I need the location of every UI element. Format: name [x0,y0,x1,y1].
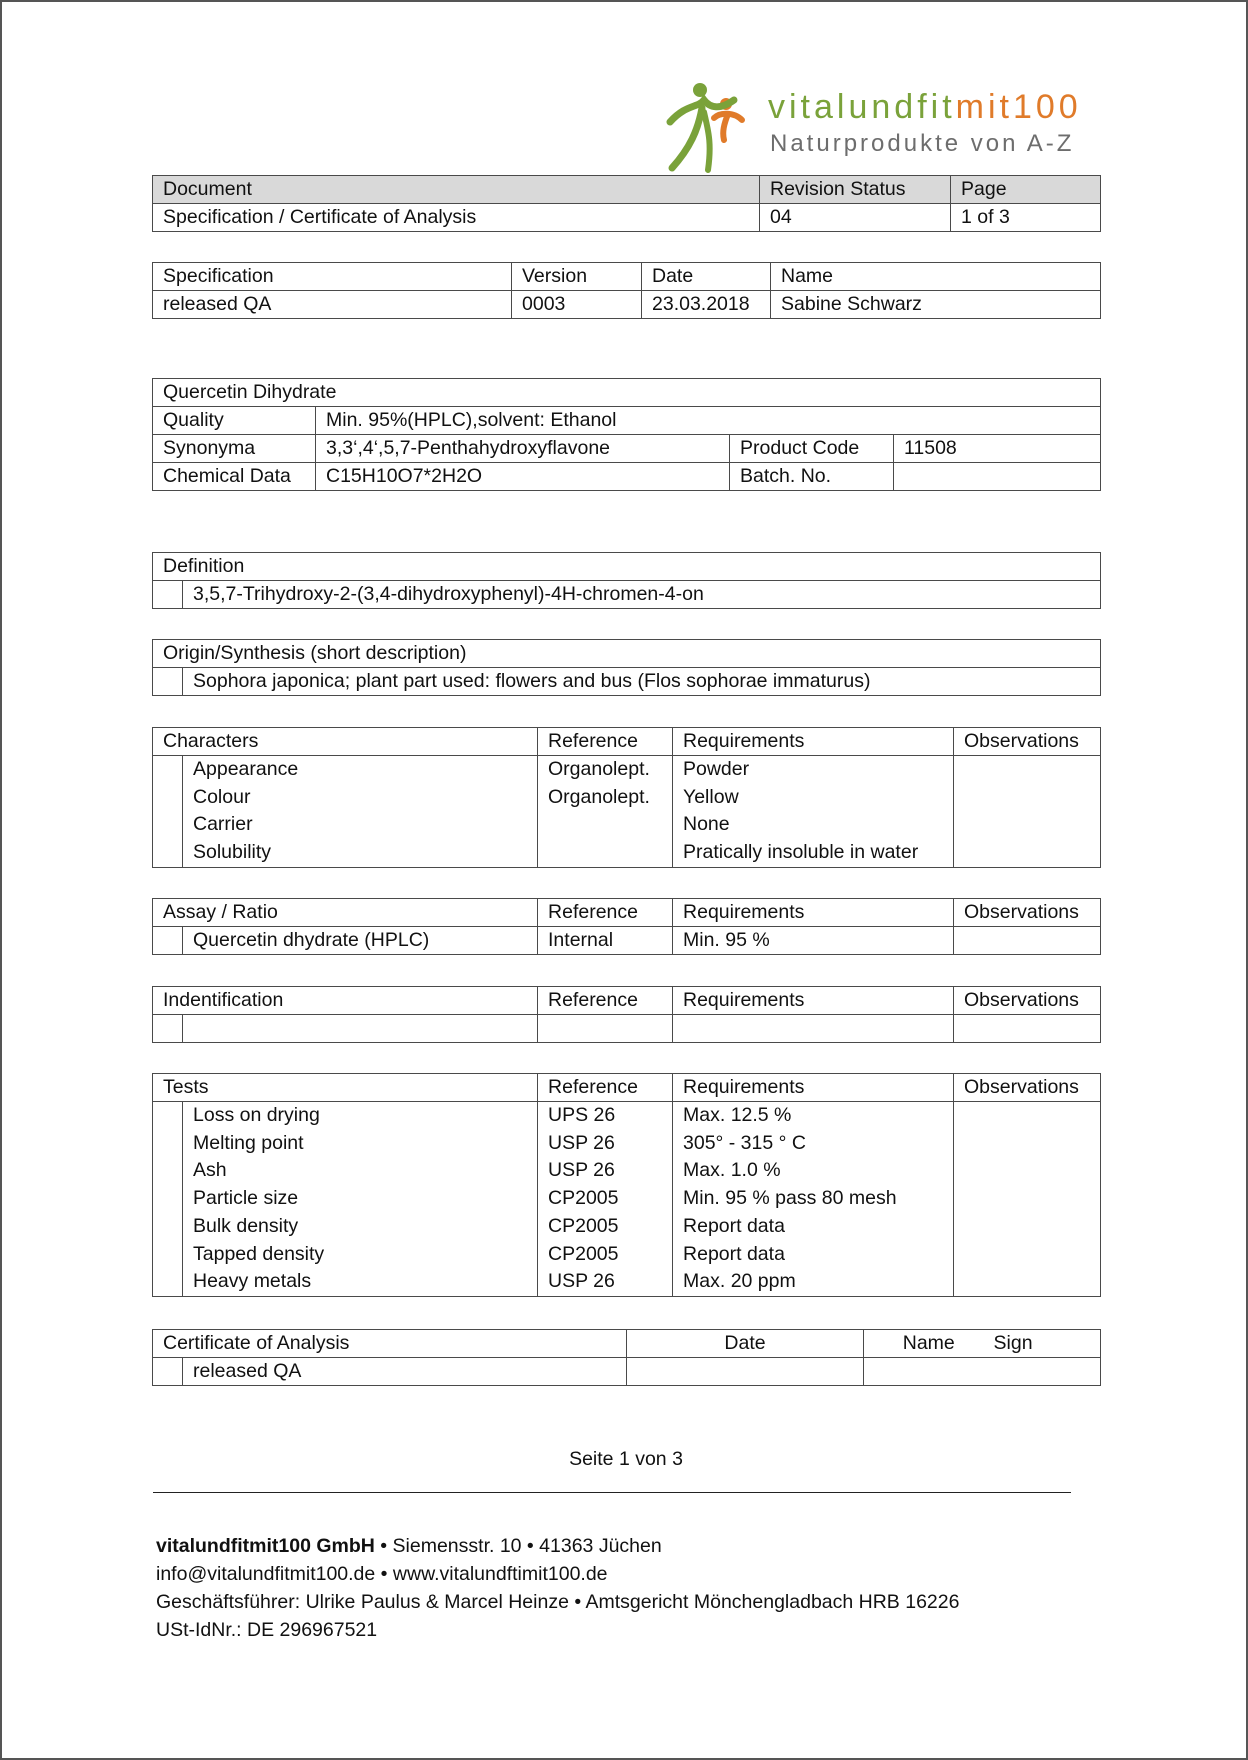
row-name: Tapped density [183,1241,538,1269]
assay-table [152,898,1101,955]
quality-value: Min. 95%(HPLC),solvent: Ethanol [316,407,1101,435]
footer-company-line [156,1532,959,1560]
row-requirement: None [673,811,954,839]
characters-header-observations: Observations [954,728,1101,756]
row-requirement: Max. 12.5 % [673,1102,954,1130]
batch-no-label: Batch. No. [730,463,894,491]
row-reference: Organolept. [538,784,673,812]
indent-cell [153,668,183,696]
tests-header-requirements: Requirements [673,1074,954,1102]
indent-cell [153,1157,183,1185]
indent-cell [153,1102,183,1130]
row-name: Quercetin dhydrate (HPLC) [183,927,538,955]
definition-table [152,552,1101,609]
table-row [153,1213,1101,1241]
table-row [153,1130,1101,1158]
table-row [153,784,1101,812]
empty-cell [864,1358,1101,1386]
product-title: Quercetin Dihydrate [153,379,1101,407]
table-row [153,756,1101,784]
row-requirement: 305° - 315 ° C [673,1130,954,1158]
indent-cell [153,1241,183,1269]
characters-header-reference: Reference [538,728,673,756]
row-observation [954,839,1101,867]
footer-address: • Siemensstr. 10 • 41363 Jüchen [374,1535,662,1557]
empty-cell [673,1015,954,1043]
footer-contact: info@vitalundfitmit100.de • www.vitalundftimit100.de [156,1563,608,1585]
table-row [153,927,1101,955]
row-reference: Organolept. [538,756,673,784]
indent-cell [153,1358,183,1386]
row-reference: CP2005 [538,1213,673,1241]
assay-header: Assay / Ratio [153,899,538,927]
header-revision-status: Revision Status [760,176,951,204]
chemical-data-value: C15H10O7*2H2O [316,463,730,491]
empty-cell [627,1358,864,1386]
row-name: Heavy metals [183,1268,538,1296]
empty-cell [538,1015,673,1043]
characters-header-requirements: Requirements [673,728,954,756]
certificate-header: Certificate of Analysis [153,1330,627,1358]
table-row [153,1358,1101,1386]
certificate-header-name: Name [864,1330,994,1358]
tests-header-observations: Observations [954,1074,1101,1102]
row-requirement: Report data [673,1241,954,1269]
table-row [153,1268,1101,1296]
indent-cell [153,811,183,839]
row-name: Appearance [183,756,538,784]
row-name: Solubility [183,839,538,867]
assay-header-requirements: Requirements [673,899,954,927]
footer [156,1532,959,1644]
row-requirement: Yellow [673,784,954,812]
footer-vat: USt-IdNr.: DE 296967521 [156,1619,378,1641]
document-info-table [152,175,1101,232]
empty-cell [183,1015,538,1043]
header-page: Page [951,176,1101,204]
table-row [153,1185,1101,1213]
indent-cell [153,839,183,867]
identification-table [152,986,1101,1043]
product-code-label: Product Code [730,435,894,463]
indent-cell [153,1015,183,1043]
specification-value: released QA [153,291,512,319]
document-title: Specification / Certificate of Analysis [153,204,760,232]
assay-header-reference: Reference [538,899,673,927]
row-observation [954,1130,1101,1158]
company-logo [664,78,1100,174]
certificate-row-label: released QA [183,1358,627,1386]
name-value: Sabine Schwarz [771,291,1101,319]
row-reference: USP 26 [538,1130,673,1158]
row-reference: Internal [538,927,673,955]
empty-cell [954,1015,1101,1043]
characters-table [152,727,1101,868]
definition-value: 3,5,7-Trihydroxy-2-(3,4-dihydroxyphenyl)-4H-chromen-4-on [183,581,1101,609]
row-name: Ash [183,1157,538,1185]
row-requirement: Max. 1.0 % [673,1157,954,1185]
table-row [153,1102,1101,1130]
row-reference: CP2005 [538,1241,673,1269]
logo-wordmark: vitalundfitmit100 [768,88,1082,126]
page-number: Seite 1 von 3 [569,1448,683,1470]
row-name: Colour [183,784,538,812]
row-observation [954,784,1101,812]
header-document: Document [153,176,760,204]
identification-header: Indentification [153,987,538,1015]
header-name: Name [771,263,1101,291]
row-requirement: Min. 95 % [673,927,954,955]
row-observation [954,1241,1101,1269]
indent-cell [153,756,183,784]
footer-management: Geschäftsführer: Ulrike Paulus & Marcel Heinze • Amtsgericht Mönchengladbach HRB 16226 [156,1591,960,1613]
indent-cell [153,1268,183,1296]
footer-divider [153,1492,1071,1493]
header-version: Version [512,263,642,291]
row-observation [954,811,1101,839]
certificate-table [152,1329,1101,1386]
page-value: 1 of 3 [951,204,1101,232]
row-observation [954,1185,1101,1213]
table-row [153,811,1101,839]
row-observation [954,1157,1101,1185]
specification-table [152,262,1101,319]
synonyma-value: 3,3‘,4‘,5,7-Penthahydroxyflavone [316,435,730,463]
indent-cell [153,1185,183,1213]
date-value: 23.03.2018 [642,291,771,319]
table-row [153,1015,1101,1043]
row-reference: UPS 26 [538,1102,673,1130]
row-reference: CP2005 [538,1185,673,1213]
row-requirement: Max. 20 ppm [673,1268,954,1296]
row-name: Loss on drying [183,1102,538,1130]
origin-label: Origin/Synthesis (short description) [153,640,1101,668]
origin-value: Sophora japonica; plant part used: flowers and bus (Flos sophorae immaturus) [183,668,1101,696]
certificate-header-date: Date [627,1330,864,1358]
row-observation [954,927,1101,955]
row-name: Carrier [183,811,538,839]
revision-status-value: 04 [760,204,951,232]
tests-table [152,1073,1101,1297]
row-observation [954,1102,1101,1130]
row-reference [538,811,673,839]
logo-figure-icon [664,78,774,174]
certificate-header-sign: Sign [994,1330,1101,1358]
indent-cell [153,581,183,609]
row-observation [954,756,1101,784]
tests-header-reference: Reference [538,1074,673,1102]
indent-cell [153,784,183,812]
indent-cell [153,1130,183,1158]
version-value: 0003 [512,291,642,319]
batch-no-value [894,463,1101,491]
row-observation [954,1213,1101,1241]
row-name: Particle size [183,1185,538,1213]
row-requirement: Min. 95 % pass 80 mesh [673,1185,954,1213]
row-reference [538,839,673,867]
row-name: Melting point [183,1130,538,1158]
product-table [152,378,1101,491]
identification-header-observations: Observations [954,987,1101,1015]
identification-header-requirements: Requirements [673,987,954,1015]
header-specification: Specification [153,263,512,291]
table-row [153,1157,1101,1185]
chemical-data-label: Chemical Data [153,463,316,491]
footer-company-name: vitalundfitmit100 GmbH [156,1535,375,1557]
product-code-value: 11508 [894,435,1101,463]
row-name: Bulk density [183,1213,538,1241]
row-requirement: Pratically insoluble in water [673,839,954,867]
row-requirement: Report data [673,1213,954,1241]
synonyma-label: Synonyma [153,435,316,463]
indent-cell [153,927,183,955]
table-row [153,1241,1101,1269]
indent-cell [153,1213,183,1241]
characters-header: Characters [153,728,538,756]
tests-header: Tests [153,1074,538,1102]
row-observation [954,1268,1101,1296]
identification-header-reference: Reference [538,987,673,1015]
logo-tagline: Naturprodukte von A-Z [770,130,1075,157]
header-date: Date [642,263,771,291]
assay-header-observations: Observations [954,899,1101,927]
row-reference: USP 26 [538,1268,673,1296]
row-requirement: Powder [673,756,954,784]
origin-table [152,639,1101,696]
definition-label: Definition [153,553,1101,581]
table-row [153,839,1101,867]
row-reference: USP 26 [538,1157,673,1185]
quality-label: Quality [153,407,316,435]
